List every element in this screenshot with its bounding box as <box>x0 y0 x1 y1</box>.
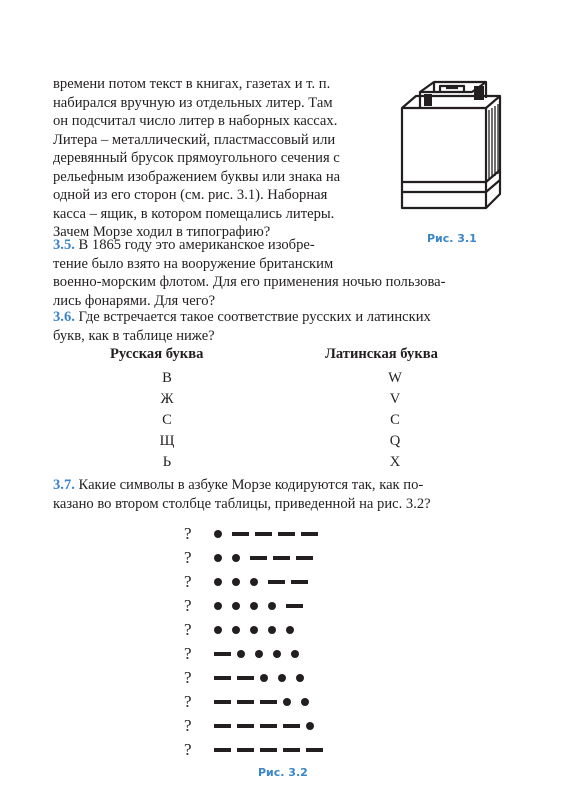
unknown-symbol: ? <box>184 716 192 735</box>
task-3-6 <box>53 308 513 345</box>
morse-dash <box>268 580 285 584</box>
unknown-symbol: ? <box>184 644 192 663</box>
morse-dot <box>255 650 263 658</box>
morse-row <box>184 714 364 738</box>
morse-dot <box>273 650 281 658</box>
morse-dot <box>268 626 276 634</box>
figure-3-2-caption: Рис. 3.2 <box>258 766 308 779</box>
figure-3-1-caption: Рис. 3.1 <box>427 232 477 245</box>
intro-line: касса – ящик, в котором помещались литеры. <box>53 205 335 222</box>
russian-letter: Ь <box>162 454 172 470</box>
unknown-symbol: ? <box>184 572 192 591</box>
unknown-symbol: ? <box>184 548 192 567</box>
morse-dash <box>306 748 323 752</box>
morse-dash <box>237 748 254 752</box>
morse-dash <box>260 700 277 704</box>
morse-dash <box>237 724 254 728</box>
latin-letter: W <box>388 370 402 386</box>
russian-letter: С <box>162 412 172 428</box>
task-3-5 <box>53 236 513 310</box>
intro-paragraph <box>53 75 381 242</box>
morse-dash <box>214 748 231 752</box>
morse-dash <box>214 724 231 728</box>
morse-dot <box>214 554 222 562</box>
morse-dash <box>260 748 277 752</box>
task-number: 3.5. <box>53 237 75 253</box>
morse-dot <box>291 650 299 658</box>
task-number: 3.7. <box>53 477 75 493</box>
header-latin: Латинская буква <box>325 346 438 362</box>
morse-dot <box>286 626 294 634</box>
morse-dash <box>283 748 300 752</box>
unknown-symbol: ? <box>184 596 192 615</box>
morse-dash <box>283 724 300 728</box>
task-line: казано во втором столбце таблицы, приведенной на рис. 3.2? <box>53 495 431 512</box>
column-russian <box>157 368 177 473</box>
task-3-7 <box>53 476 513 513</box>
task-text: В 1865 году это американское изобре- <box>74 237 315 253</box>
task-line: букв, как в таблице ниже? <box>53 327 215 344</box>
latin-letter: X <box>389 454 401 470</box>
morse-dot <box>214 626 222 634</box>
task-line: лись фонарями. Для чего? <box>53 292 216 309</box>
morse-dash <box>286 604 303 608</box>
morse-row <box>184 594 364 618</box>
morse-row <box>184 570 364 594</box>
morse-dot <box>237 650 245 658</box>
unknown-symbol: ? <box>184 524 192 543</box>
morse-row <box>184 522 364 546</box>
morse-dot <box>232 554 240 562</box>
task-text: Где встречается такое соответствие русских и латинских <box>74 309 431 325</box>
unknown-symbol: ? <box>184 740 192 759</box>
latin-letter: Q <box>389 433 401 449</box>
task-line: военно-морским флотом. Для его применения ночью пользова- <box>53 274 446 290</box>
russian-letter: В <box>162 370 172 386</box>
intro-line: Литера – металлический, пластмассовый или <box>53 131 336 148</box>
intro-line: времени потом текст в книгах, газетах и т. п. <box>53 76 331 92</box>
morse-dot <box>283 698 291 706</box>
morse-row <box>184 546 364 570</box>
task-first-line <box>53 308 513 327</box>
morse-dash <box>250 556 267 560</box>
intro-line: Зачем Морзе ходил в типографию? <box>53 224 271 240</box>
morse-dash <box>237 700 254 704</box>
intro-line: набирался вручную из отдельных литер. Там <box>53 94 333 111</box>
morse-row <box>184 618 364 642</box>
morse-dot <box>250 602 258 610</box>
morse-dash <box>301 532 318 536</box>
task-text: Какие символы в азбуке Морзе кодируются так, как по- <box>74 477 424 493</box>
type-sort-icon <box>394 76 504 226</box>
unknown-symbol: ? <box>184 668 192 687</box>
morse-dot <box>301 698 309 706</box>
russian-letter: Ж <box>160 391 174 407</box>
morse-dash <box>214 676 231 680</box>
intro-line: рельефным изображением буквы или знака на <box>53 168 341 185</box>
intro-line: деревянный брусок прямоугольного сечения с <box>53 150 340 166</box>
morse-row <box>184 738 364 762</box>
unknown-symbol: ? <box>184 620 192 639</box>
russian-letter: Щ <box>159 433 175 449</box>
morse-dot <box>232 602 240 610</box>
morse-row <box>184 666 364 690</box>
morse-table <box>184 522 364 762</box>
morse-dash <box>296 556 313 560</box>
intro-line: он подсчитал число литер в наборных кассах. <box>53 113 338 129</box>
morse-dot <box>250 626 258 634</box>
morse-dot <box>306 722 314 730</box>
morse-dot <box>296 674 304 682</box>
morse-dot <box>250 578 258 586</box>
morse-dash <box>232 532 249 536</box>
morse-row <box>184 690 364 714</box>
morse-dot <box>214 578 222 586</box>
morse-dot <box>268 602 276 610</box>
column-latin <box>385 368 405 473</box>
task-line: тение было взято на вооружение британским <box>53 255 334 272</box>
morse-dot <box>232 578 240 586</box>
task-number: 3.6. <box>53 309 75 325</box>
morse-dash <box>291 580 308 584</box>
latin-letter: V <box>389 391 401 407</box>
morse-dash <box>214 652 231 656</box>
morse-row <box>184 642 364 666</box>
morse-dot <box>260 674 268 682</box>
unknown-symbol: ? <box>184 692 192 711</box>
morse-dot <box>214 602 222 610</box>
morse-dash <box>273 556 290 560</box>
morse-dot <box>232 626 240 634</box>
task-first-line <box>53 236 513 255</box>
morse-dash <box>214 700 231 704</box>
morse-dash <box>260 724 277 728</box>
morse-dot <box>278 674 286 682</box>
morse-dash <box>237 676 254 680</box>
header-russian: Русская буква <box>110 346 204 362</box>
intro-line: одной из его сторон (см. рис. 3.1). Наборная <box>53 187 328 203</box>
latin-letter: C <box>390 412 400 428</box>
morse-dash <box>255 532 272 536</box>
morse-dot <box>214 530 222 538</box>
morse-dash <box>278 532 295 536</box>
task-first-line <box>53 476 513 495</box>
